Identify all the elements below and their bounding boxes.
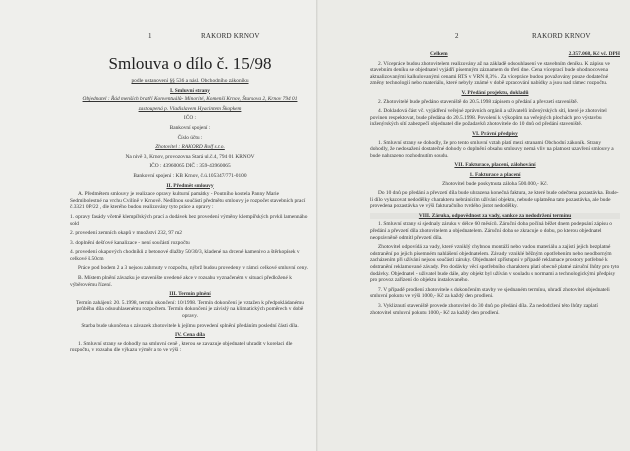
contractor-bank: Bankovní spojení : KB Krnov, č.ú.105347/771-0100 [133, 172, 247, 179]
paragraph: Práce pod bodem 2 a 3 nejsou zahrnuty v rozpočtu, nýbrž budou provedeny v rámci celkové smluvní ceny. [78, 265, 309, 272]
paragraph: 1. Smluvní strany si sjednaly záruku v délce 60 měsíců. Záruční doba počíná běžet dnem podepsání zápisu o předání a převzetí díla zhotovitelem a objednatelem. Záruční doba se zkracuje o dobu, po kterou objednatel neoprávněně odmítl převzetí díla. [370, 221, 612, 241]
section-heading: VI. Právní předpisy [472, 130, 518, 137]
paragraph: 1. Smluvní strany se dohodly, že pro tento smluvní vztah platí mezi stranami Obchodní zákoník. Strany dohodly, že nedosažení dostatečné dohody o doplnění obsahu smlouvy nemá vliv na platnost uzavření smlouvy a bude nahrazeno rozhodnutím soudu. [370, 139, 614, 159]
paragraph: A. Předmětem smlouvy je realizace opravy kulturní památky - Poutního kostela Panny Marie Sedmibolestné na vrchu Cvilíně v Krnově. Nedílnou součástí předmětu smlouvy je rozpočet stavebních prací č.3321 0P/22 , dle kterého budou realizovány tyto práce a opravy : [70, 191, 306, 211]
total-price-value: 2.357.068, Kč vč. DPH [568, 51, 620, 57]
contractor-ico-dic: IČO : 43960065 DIČ : 359-43960065 [149, 163, 231, 170]
section-heading: IV. Cena díla [174, 332, 205, 339]
paragraph: 3. Vykliznutí staveniště provede zhotovitel do 30 dnů po předání díla. Za nedodržení této lhůty zaplatí zhotovitel smluvní pokutu 1000,- Kč za každý den prodlení. [370, 303, 598, 316]
paragraph: Termín zahájení: 20. 5.1998, termín ukončení: 10/1998. Termín dokončení je vztažen k předpokládanému průběhu díla odsouhlasenému rozpočtem. Termín dokončení je závislý na klimatických poměrech v době opravy. [76, 299, 304, 320]
section-heading: VII. Fakturace, placení, zálohování [454, 162, 536, 169]
section-heading: III. Termín plnění [169, 291, 211, 298]
section-heading: II. Předmět smlouvy [166, 182, 214, 189]
section-heading: VIII. Záruka, odpovědnost za vady, sankce za nedodržení termínu [370, 213, 620, 220]
total-price-row [370, 51, 620, 58]
subsection-heading: 1. Fakturace a placení [469, 171, 521, 178]
paragraph: Starba bude ukončena s závazek zhotovitele k jejímu provedení splnění předáním poslední části díla. [81, 322, 299, 329]
list-item: 1. opravy fasády včetně klempířských prací a dodávek bez provedení výměny klempířských prvků lamennáho sold [70, 213, 308, 227]
list-item: 4. provedení okapových chodníků z betonové dlažby 50/30/3, kladené na drcené kamenivo a štěrkopísek v celkové š.50cm [70, 249, 300, 262]
page-number: 1 [148, 32, 152, 40]
contract-subtitle: podle ustanovení §§ 536 a násl. Obchodního zákoníku [131, 78, 249, 84]
client-party: Objednatel : Řád menších bratří Konventuálů- Minorité, Komenší Krnov, Štursova 2, Krnov 794 01 [82, 96, 298, 103]
client-ico: IČO : [183, 115, 197, 122]
paragraph: Zhotovitel bude poskytnuta záloha 500.000,- Kč. [442, 180, 548, 187]
company-header: RAKORD KRNOV [532, 32, 591, 40]
paragraph: 2. Zhotovitelé bude předáno staveniště do 20.5.1998 zápisem o předání a převzetí staveniště. [378, 98, 578, 105]
list-item: 3. doplnění dešťové kanalizace - není součástí rozpočtu [70, 239, 190, 246]
client-bank: Bankovní spojení : [169, 124, 211, 131]
contractor-party: Zhotovitel : RAKORD Rolf s.r.o. [155, 144, 225, 151]
paragraph: 4. Dokladová část vč. vyjádření veřejné zprávních orgánů a uživatelů inženýrských sítí, které je zhotovitel povinen respektovat, bude předána do 20.5.1998. Povolení k výkopům na veřejných plochách pro výstavbu inženýrských sítí zabezpečí objednatel dle požadavků zhotovitele do 10 dnů od předání staveniště. [370, 108, 607, 128]
paragraph: 1. Smluvní strany se dohodly na smluvní ceně , kterou se zavazuje objednatel uhradit v korelaci dle rozpočtu, v rozsahu dle výkazu výměr a to ve výši : [70, 340, 293, 354]
paragraph: B. Místem plnění závazku je stavenište uvedené akce v rozsahu vyznačeném v situaci předložené k výběrovému řízení. [70, 275, 292, 288]
page-right [318, 0, 630, 451]
paragraph: 2. Vícepráce budou zhotovitelem realizovány až na základě odsouhlasení ve stavebním deníku. K zápisu ve stavebním deníku se objednatel vyjádří písemným záznamem do třetí dne. Cena víceprací bude ohodnocovena aktualizovanými kalkulovanými cenami RTS v VRN 8,3% . Za vícepráce budou považovány pouze dodatečné změny technologií nebo materiálu, které nebyly známé v době zpracování nabídky a jsou nad rámec rozpočtu. [370, 60, 610, 87]
paragraph: Do 10 dnů po předání a převzetí díla bude uhrazena konečná faktura, ze které bude odečtena pozastávka. Bude-li dílo vykazovat nedodělky charakteru nebránícím užívání objektu, nebude uplatněna tato pozastávka, ale bude provedena pozastávka ve výši fakturačního tvrdého jistot nedodělky. [370, 190, 619, 210]
contract-title: Smlouva o dílo č. 15/98 [108, 54, 272, 73]
client-account: Číslo účtu : [177, 134, 203, 141]
page-number: 2 [455, 32, 459, 40]
company-header: RAKORD KRNOV [201, 32, 260, 40]
page-right-content [370, 51, 620, 319]
page-left-content [70, 50, 310, 357]
total-price-label: Celkem [430, 51, 448, 57]
paragraph: 7. V případě prodlení zhotovitele s dokončením stavby ve sjednaném termínu, uhradí zhotovitel objednateli smluvní pokutu ve výši 1000,- Kč za každý den prodlení. [370, 286, 610, 300]
paragraph: Zhotovitel odpovídá za vady, které vzniklý chybnou montáží nebo vadou materiálu a zajistí jejich bezplatné odstranění po jejich písemném nahlášení objednatelem. Závady vzniklé běžným opotřebením nebo neodborným zacházením při užívání nejsou součástí záruky. Objednatel zpřístupní v případě reklamace prostory potřebné k odstranění reklamované závady. Pro dodávky věcí spotřebního charakteru platí obecně platné záruční lhůty pro tyto dodávky. Objednatel - uživatel bude dále, aby objekt byl užíván v souladu s normami a technologickými předpisy pro provoz zařízení do objektu instalovaného. [370, 244, 620, 284]
section-heading: I. Smluvní strany [170, 87, 210, 94]
client-representative: zastoupená p. Vladislavem Hyacintem Škopkem [138, 105, 242, 112]
section-heading: V. Předání projektu, dokladů [461, 89, 529, 96]
list-item: 2. provedení zemních okapů v množství 232, 97 m2 [70, 230, 182, 237]
contractor-address: Na nivě 3, Krnov, provozovna Stará ul.č.4, 794 01 KRNOV [125, 153, 255, 160]
